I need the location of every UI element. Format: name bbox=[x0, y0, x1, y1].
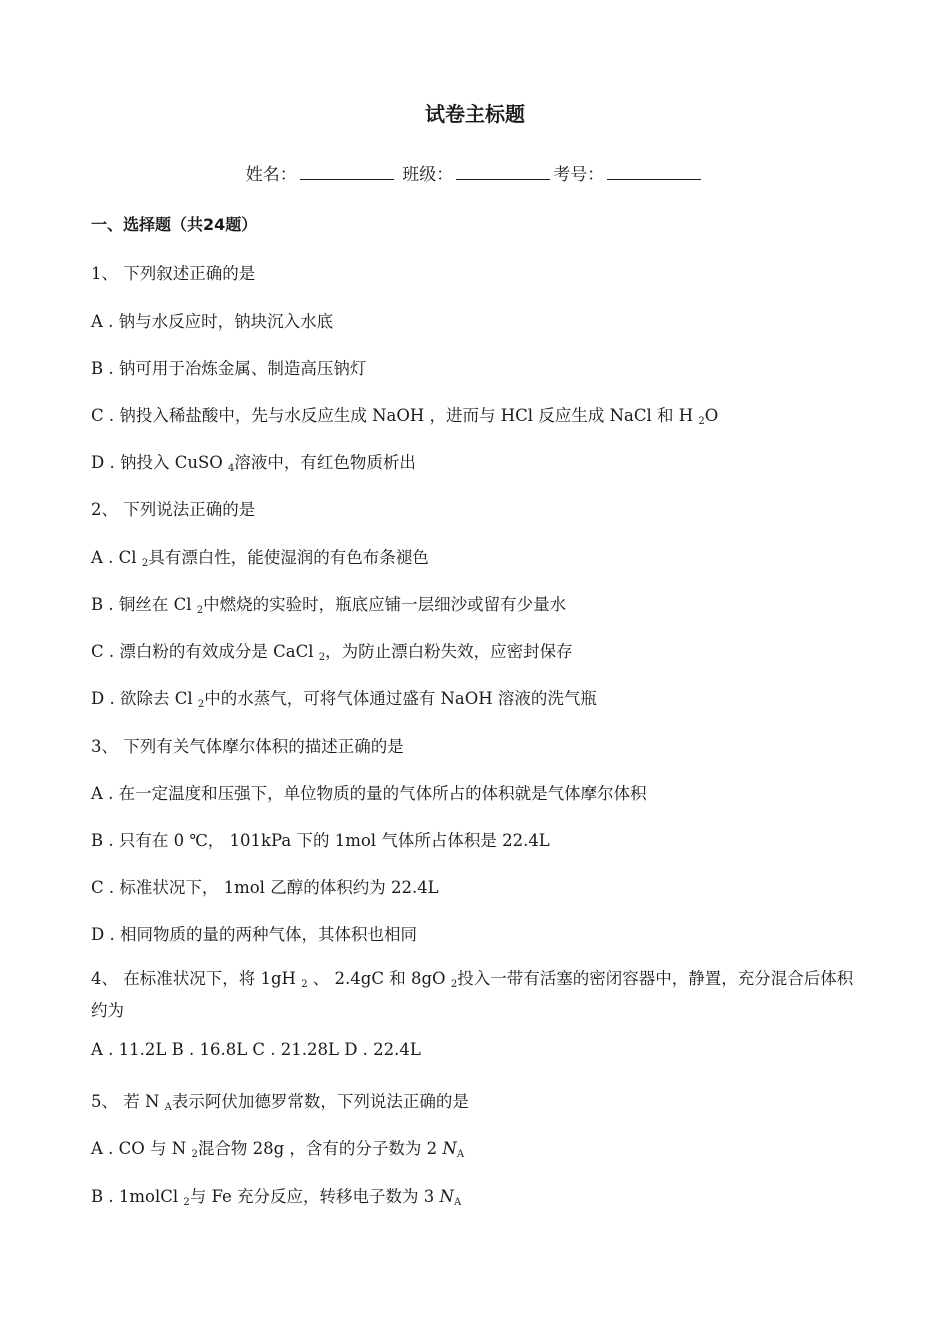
subscript: 2 bbox=[301, 979, 308, 990]
question-5-option-b bbox=[91, 1183, 461, 1208]
stem-text: 4、 在标准状况下，将 1gH bbox=[91, 969, 302, 988]
question-3-option-b: B . 只有在 0 ℃， 101kPa 下的 1mol 气体所占体积是 22.4L bbox=[91, 831, 550, 850]
name-label: 姓名： bbox=[245, 165, 297, 185]
exam-no-label: 考号： bbox=[553, 165, 605, 185]
stem-text: 投入一带有活塞的密闭容器中，静置，充分混合后体积约为 bbox=[91, 969, 854, 1020]
question-5-stem bbox=[91, 1088, 469, 1113]
option-text: 溶液中，有红色物质析出 bbox=[234, 453, 416, 472]
option-text: O bbox=[704, 406, 719, 425]
subscript: 2 bbox=[196, 605, 204, 616]
option-text: 中燃烧的实验时，瓶底应铺一层细沙或留有少量水 bbox=[203, 595, 567, 614]
question-1-option-d bbox=[91, 449, 416, 474]
question-3-stem: 3、 下列有关气体摩尔体积的描述正确的是 bbox=[91, 737, 404, 756]
option-text: A . CO 与 N bbox=[91, 1139, 192, 1158]
subscript: 2 bbox=[141, 558, 149, 569]
question-3-option-a: A . 在一定温度和压强下，单位物质的量的气体所占的体积就是气体摩尔体积 bbox=[91, 784, 647, 803]
question-1-option-a: A . 钠与水反应时，钠块沉入水底 bbox=[91, 312, 334, 331]
page-title: 试卷主标题 bbox=[425, 102, 525, 126]
subscript: 2 bbox=[183, 1197, 190, 1208]
student-info-line bbox=[0, 160, 950, 185]
option-text: B . 1molCl bbox=[91, 1187, 184, 1206]
avogadro-symbol: N bbox=[439, 1187, 454, 1206]
exam-no-blank[interactable] bbox=[607, 165, 701, 180]
question-2-stem: 2、 下列说法正确的是 bbox=[91, 500, 256, 519]
stem-text: 表示阿伏加德罗常数，下列说法正确的是 bbox=[171, 1092, 469, 1111]
subscript: A bbox=[456, 1149, 465, 1160]
option-text: D . 钠投入 CuSO bbox=[91, 453, 229, 472]
option-text: ，为防止漂白粉失效，应密封保存 bbox=[325, 642, 573, 661]
subscript: 2 bbox=[318, 652, 326, 663]
question-1-stem: 1、 下列叙述正确的是 bbox=[91, 264, 256, 283]
option-text: C . 漂白粉的有效成分是 CaCl bbox=[91, 642, 319, 661]
option-text: 混合物 28g ，含有的分子数为 2 bbox=[197, 1139, 443, 1158]
question-3-option-c: C . 标准状况下， 1mol 乙醇的体积约为 22.4L bbox=[91, 878, 439, 897]
question-4-options: A . 11.2L B . 16.8L C . 21.28L D . 22.4L bbox=[91, 1040, 421, 1059]
subscript: 2 bbox=[450, 979, 458, 990]
section-heading: 一、选择题（共24题） bbox=[91, 215, 258, 234]
stem-text: 5、 若 N bbox=[91, 1092, 165, 1111]
subscript: A bbox=[453, 1197, 462, 1208]
question-4-stem bbox=[91, 966, 861, 1024]
subscript: 2 bbox=[191, 1149, 198, 1160]
subscript: 2 bbox=[197, 699, 205, 710]
question-1-option-b: B . 钠可用于冶炼金属、制造高压钠灯 bbox=[91, 359, 367, 378]
class-blank[interactable] bbox=[456, 165, 550, 180]
avogadro-symbol: N bbox=[442, 1139, 457, 1158]
option-text: B . 铜丝在 Cl bbox=[91, 595, 197, 614]
question-3-option-d: D . 相同物质的量的两种气体，其体积也相同 bbox=[91, 925, 417, 944]
question-1-option-c bbox=[91, 402, 718, 427]
question-2-option-a bbox=[91, 544, 429, 569]
question-2-option-d bbox=[91, 685, 597, 710]
subscript: 4 bbox=[228, 463, 235, 474]
option-text: D . 欲除去 Cl bbox=[91, 689, 198, 708]
subscript: 2 bbox=[698, 416, 705, 427]
option-text: C . 钠投入稀盐酸中，先与水反应生成 NaOH ，进而与 HCl 反应生成 NaCl 和 H bbox=[91, 406, 699, 425]
subscript: A bbox=[164, 1102, 172, 1113]
question-5-option-a bbox=[91, 1135, 464, 1160]
option-text: 中的水蒸气，可将气体通过盛有 NaOH 溶液的洗气瓶 bbox=[204, 689, 597, 708]
question-2-option-b bbox=[91, 591, 566, 616]
option-text: 与 Fe 充分反应，转移电子数为 3 bbox=[189, 1187, 440, 1206]
option-text: A . Cl bbox=[91, 548, 142, 567]
question-2-option-c bbox=[91, 638, 573, 663]
class-label: 班级： bbox=[402, 165, 454, 185]
stem-text: 、 2.4gC 和 8gO bbox=[307, 969, 451, 988]
name-blank[interactable] bbox=[300, 165, 394, 180]
option-text: 具有漂白性，能使湿润的有色布条褪色 bbox=[148, 548, 429, 567]
